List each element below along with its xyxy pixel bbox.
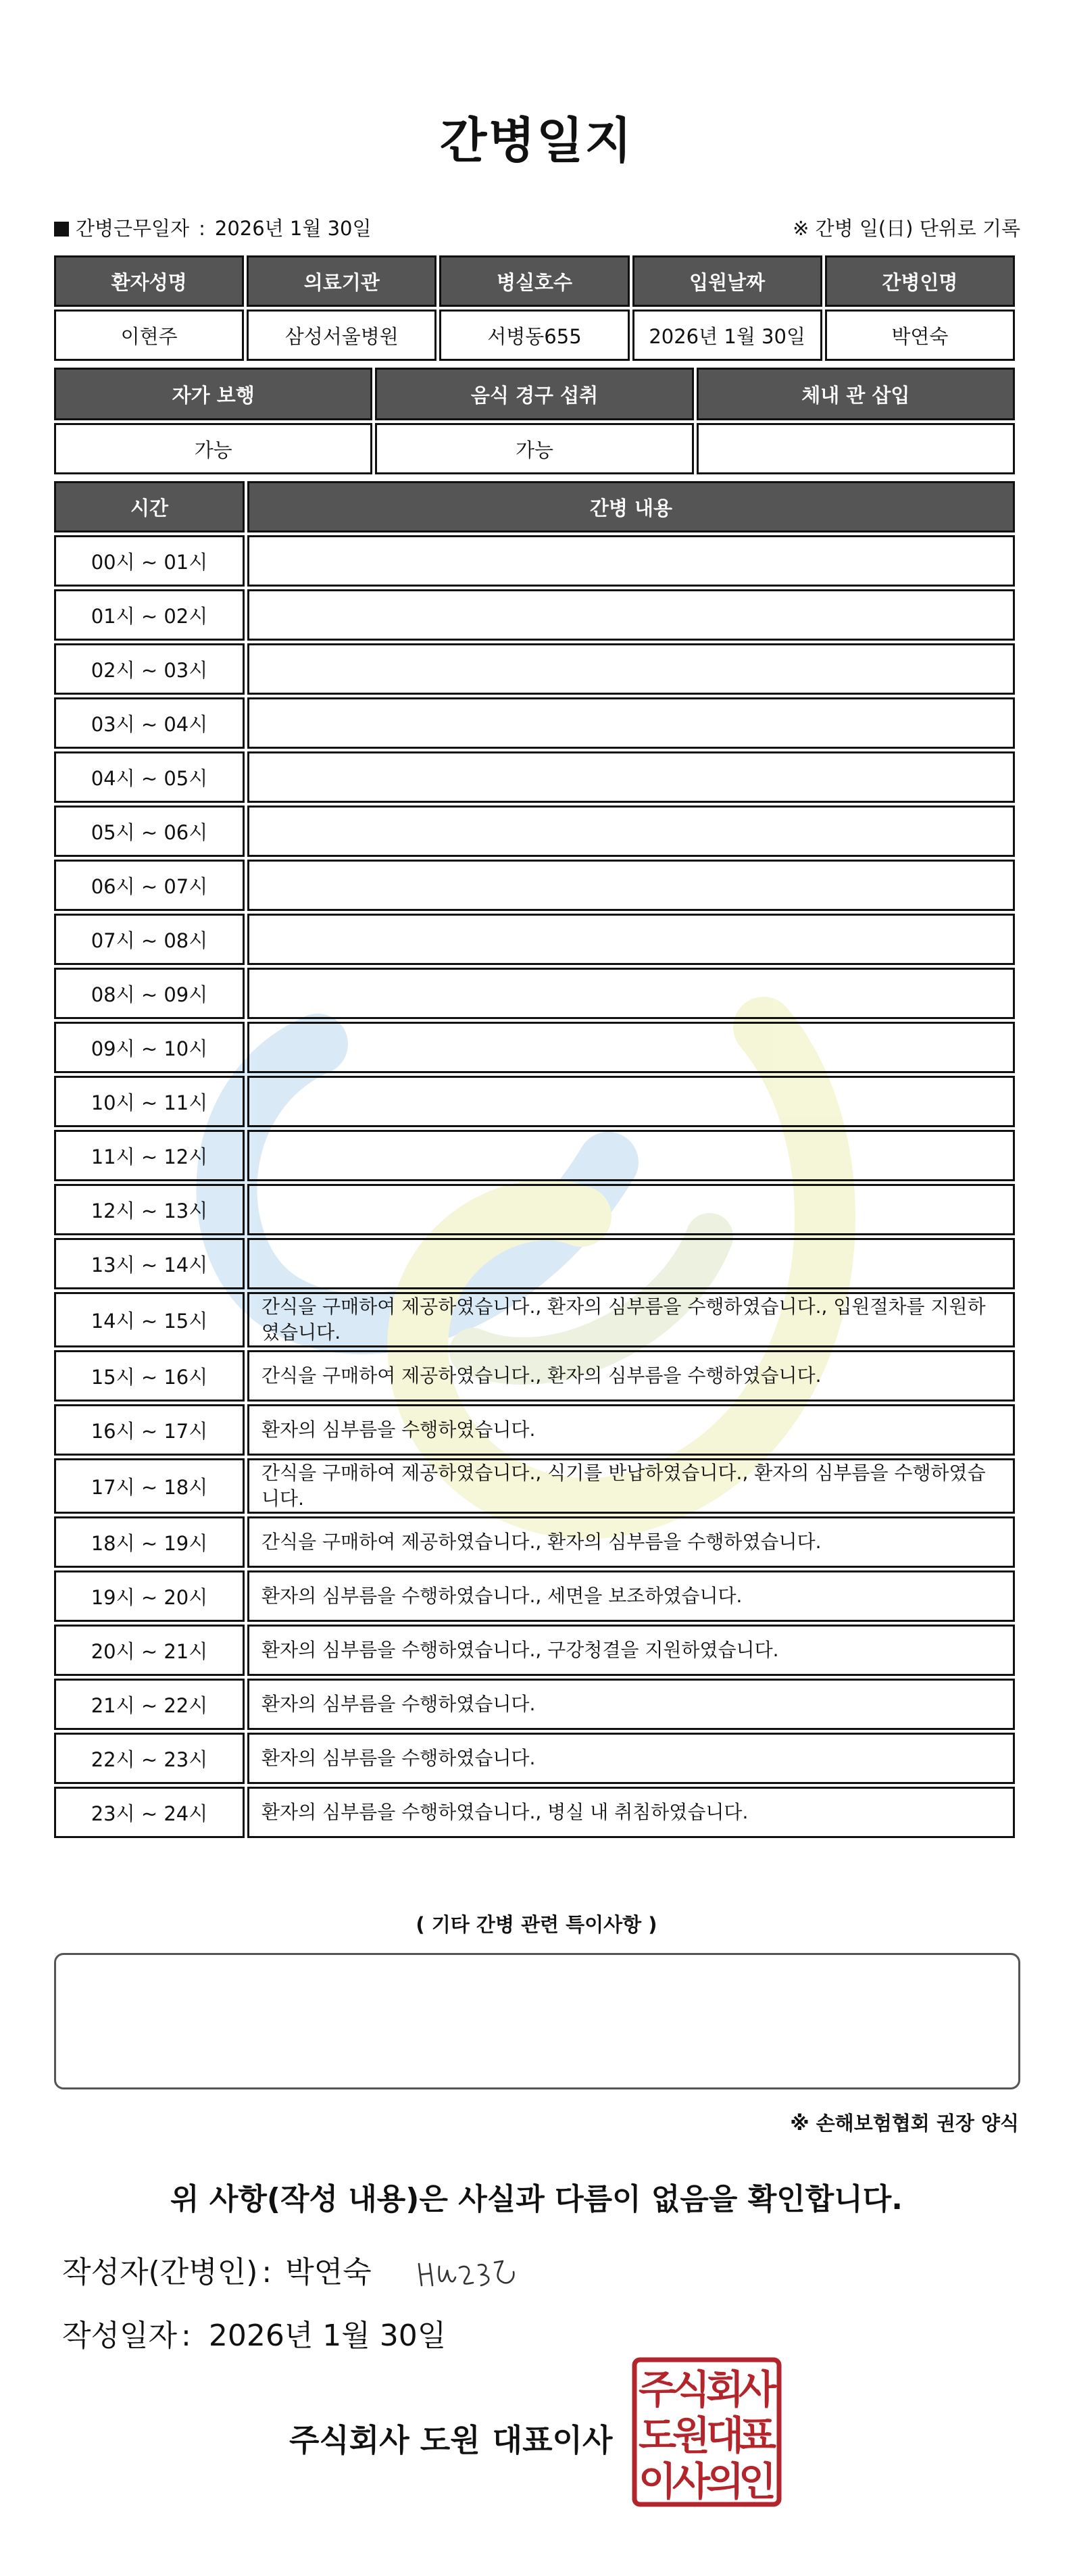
patient-info-table [51,253,1018,364]
table-row [54,589,1015,641]
header-self-walking: 자가 보행 [54,368,372,420]
svg-text:원: 원 [672,2412,711,2458]
log-content-cell [247,860,1015,911]
table-row [54,860,1015,911]
written-date-value: 2026년 1월 30일 [208,2319,447,2353]
log-time-cell: 13시 ~ 14시 [54,1238,245,1289]
log-time-cell: 18시 ~ 19시 [54,1516,245,1568]
log-content-cell: 환자의 심부름을 수행하였습니다. [247,1733,1015,1784]
colon: : [199,217,205,240]
table-row [54,423,1015,474]
svg-text:주: 주 [638,2367,677,2412]
table-row [54,1733,1015,1784]
table-header-row [54,481,1015,532]
svg-text:이: 이 [638,2458,677,2504]
log-content-cell [247,1130,1015,1181]
log-content-cell [247,1238,1015,1289]
patient-name: 이현주 [54,309,244,361]
svg-text:의: 의 [705,2458,745,2504]
table-row [54,1787,1015,1838]
svg-text:사: 사 [738,2367,777,2412]
company-seal [632,2357,782,2507]
log-time-cell: 09시 ~ 10시 [54,1022,245,1073]
log-time-cell: 03시 ~ 04시 [54,697,245,749]
header-tube-insertion: 체내 관 삽입 [697,368,1015,420]
table-row [54,1076,1015,1127]
log-content-cell [247,589,1015,641]
svg-text:표: 표 [738,2412,777,2458]
log-content-cell [247,697,1015,749]
written-date-label: 작성일자 [62,2319,178,2353]
log-content-cell: 간식을 구매하여 제공하였습니다., 환자의 심부름을 수행하였습니다. [247,1350,1015,1402]
table-row [54,1184,1015,1235]
svg-text:대: 대 [705,2412,745,2458]
company-title: 대표이사 [492,2422,613,2458]
recommend-note: ※ 손해보험협회 권장 양식 [790,2112,1019,2135]
header-admission-date: 입원날짜 [632,255,822,307]
table-row [54,1516,1015,1568]
log-time-cell: 05시 ~ 06시 [54,806,245,857]
log-time-cell: 02시 ~ 03시 [54,643,245,695]
table-row [54,1458,1015,1514]
svg-text:회: 회 [705,2367,745,2412]
log-time-cell: 06시 ~ 07시 [54,860,245,911]
svg-text:인: 인 [738,2458,777,2504]
log-content-cell: 간식을 구매하여 제공하였습니다., 식기를 반납하였습니다., 환자의 심부름을 수행하였습니다. [247,1458,1015,1514]
unit-note: ※ 간병 일(日) 단위로 기록 [793,217,1020,240]
svg-text:도: 도 [638,2412,677,2458]
header-patient-name: 환자성명 [54,255,244,307]
table-row [54,535,1015,587]
log-time-cell: 00시 ~ 01시 [54,535,245,587]
hospital: 삼성서울병원 [247,309,436,361]
table-row [54,1130,1015,1181]
handwritten-signature [414,2244,535,2298]
log-time-cell: 12시 ~ 13시 [54,1184,245,1235]
colon: : [181,2319,191,2353]
log-time-cell: 22시 ~ 23시 [54,1733,245,1784]
patient-status-table [51,365,1018,477]
log-time-cell: 17시 ~ 18시 [54,1458,245,1514]
log-time-cell: 11시 ~ 12시 [54,1130,245,1181]
log-time-cell: 23시 ~ 24시 [54,1787,245,1838]
meta-row [54,214,1020,243]
table-row [54,309,1015,361]
log-time-cell: 16시 ~ 17시 [54,1404,245,1456]
tube-insertion [697,423,1015,474]
log-time-cell: 08시 ~ 09시 [54,968,245,1019]
admission-date: 2026년 1월 30일 [632,309,822,361]
table-header-row [54,255,1015,307]
table-row [54,1292,1015,1347]
table-row [54,1022,1015,1073]
header-caregiver-name: 간병인명 [825,255,1015,307]
log-time-cell: 01시 ~ 02시 [54,589,245,641]
notes-box [54,1953,1020,2089]
log-content-cell: 환자의 심부름을 수행하였습니다., 세면을 보조하였습니다. [247,1570,1015,1622]
table-row [54,1350,1015,1402]
table-row [54,1679,1015,1730]
header-oral-intake: 음식 경구 섭취 [375,368,693,420]
writer-label: 작성자(간병인) [62,2255,258,2289]
table-row [54,1404,1015,1456]
work-date-value: 2026년 1월 30일 [214,217,372,240]
log-content-cell [247,806,1015,857]
self-walking: 가능 [54,423,372,474]
writer-line [62,2248,372,2291]
log-time-cell: 20시 ~ 21시 [54,1625,245,1676]
log-content-cell: 간식을 구매하여 제공하였습니다., 환자의 심부름을 수행하였습니다., 입원절차를 지원하였습니다. [247,1292,1015,1347]
table-row [54,806,1015,857]
log-time-cell: 21시 ~ 22시 [54,1679,245,1730]
written-date-line [62,2311,446,2354]
table-row [54,968,1015,1019]
log-content-cell: 간식을 구매하여 제공하였습니다., 환자의 심부름을 수행하였습니다. [247,1516,1015,1568]
table-header-row [54,368,1015,420]
log-content-cell [247,1022,1015,1073]
room: 서병동655 [439,309,629,361]
log-content-cell [247,1184,1015,1235]
table-row [54,643,1015,695]
care-log-body [54,535,1015,1838]
log-content-cell [247,914,1015,965]
log-content-cell [247,1076,1015,1127]
confirmation-statement: 위 사항(작성 내용)은 사실과 다름이 없음을 확인합니다. [170,2182,903,2216]
notes-heading: ( 기타 간병 관련 특이사항 ) [416,1913,657,1936]
log-content-cell: 환자의 심부름을 수행하였습니다., 병실 내 취침하였습니다. [247,1787,1015,1838]
company-name: 주식회사 도원 [289,2422,480,2458]
table-row [54,751,1015,803]
svg-text:식: 식 [672,2367,711,2412]
colon: : [261,2255,272,2289]
care-log-table [51,478,1018,1841]
work-date [54,214,372,243]
table-row [54,1238,1015,1289]
log-time-cell: 19시 ~ 20시 [54,1570,245,1622]
page-title: 간병일지 [439,112,634,169]
log-time-cell: 14시 ~ 15시 [54,1292,245,1347]
header-time: 시간 [54,481,245,532]
log-time-cell: 15시 ~ 16시 [54,1350,245,1402]
table-row [54,914,1015,965]
header-care-content: 간병 내용 [247,481,1015,532]
log-content-cell: 환자의 심부름을 수행하였습니다., 구강청결을 지원하였습니다. [247,1625,1015,1676]
log-content-cell [247,535,1015,587]
log-content-cell: 환자의 심부름을 수행하였습니다. [247,1679,1015,1730]
table-row [54,1625,1015,1676]
log-content-cell [247,751,1015,803]
log-time-cell: 04시 ~ 05시 [54,751,245,803]
log-time-cell: 10시 ~ 11시 [54,1076,245,1127]
company-line [289,2416,624,2460]
work-date-label: 간병근무일자 [76,217,190,240]
log-time-cell: 07시 ~ 08시 [54,914,245,965]
writer-name: 박연숙 [285,2255,372,2289]
header-room: 병실호수 [439,255,629,307]
table-row [54,697,1015,749]
svg-text:사: 사 [672,2458,711,2504]
log-content-cell: 환자의 심부름을 수행하였습니다. [247,1404,1015,1456]
log-content-cell [247,643,1015,695]
table-row [54,1570,1015,1622]
square-bullet-icon [54,222,69,237]
oral-intake: 가능 [375,423,693,474]
caregiver-name: 박연숙 [825,309,1015,361]
header-hospital: 의료기관 [247,255,436,307]
log-content-cell [247,968,1015,1019]
